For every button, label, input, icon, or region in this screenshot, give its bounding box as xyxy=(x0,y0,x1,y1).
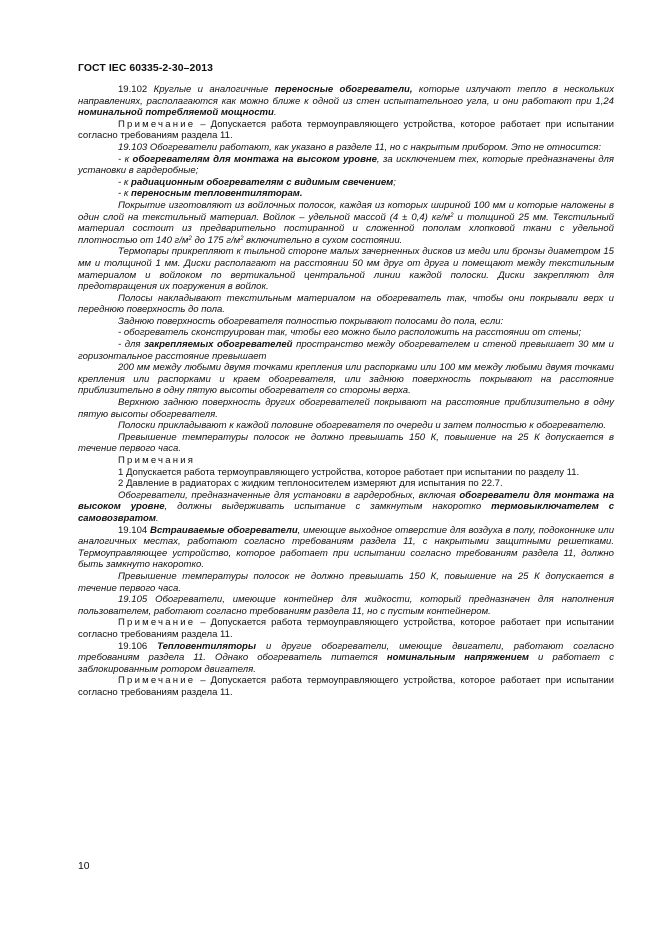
clause-number: 19.106 xyxy=(118,640,148,652)
clause-number: 19.104 xyxy=(118,524,148,536)
page-body xyxy=(78,84,614,698)
term-rated-power: номинальной потребляемой мощности xyxy=(78,107,274,119)
page-number: 10 xyxy=(78,861,90,872)
paragraph: Обогреватели, предназначенные для установки в гардеробных, включая обогреватели для монтажа на высоком уровне, должны выдерживать испытание с замкнутым накоротко термовыключателем с самовозвратом. xyxy=(78,489,615,524)
list-item: - для закрепляемых обогревателей пространство между обогревателем и стеной превышает 30 мм и горизонтальное расстояние превышает xyxy=(78,339,614,362)
note-label: Примечание xyxy=(118,617,196,629)
note-1: Примечание – Допускается работа термоуправляющего устройства, которое работает при испытании согласно требованиям раздела 11. xyxy=(78,118,614,142)
paragraph: Превышение температуры полосок не должно превышать 150 К, повышение на 25 К допускается в течение первого часа. xyxy=(78,570,614,594)
note-label: Примечание xyxy=(118,675,196,687)
clause-19-104: 19.104 Встраиваемые обогреватели, имеющие выходное отверстие для воздуха в полу, подоконнике или аналогичных местах, работают согласно требованиям раздела 11, с накрытыми защитными решетками. Термоуправляющее устройство, которое работает при испытании согласно требованиям раздела 11, должно быть замкнуто накоротко. xyxy=(78,524,615,571)
clause-19-105: 19.105 Обогреватели, имеющие контейнер для жидкости, который предназначен для наполнения пользователем, работают согласно требованиям раздела 11, но с пустым контейнером. xyxy=(78,594,614,617)
clause-19-102: 19.102 Круглые и аналогичные переносные обогреватели, которые излучают тепло в нескольких направлениях, располагаются как можно ближе к одной из стен испытательного угла, и они работают при 1,24 номинальной потребляемой мощности. xyxy=(78,84,615,119)
clause-19-106: 19.106 Тепловентиляторы и другие обогреватели, имеющие двигатели, работают согласно требованиям раздела 11. Однако обогреватель питается номинальным напряжением и работает с заблокированным ротором двигателя. xyxy=(78,640,614,675)
list-item: - к радиационным обогревателям с видимым свечением; xyxy=(118,176,396,188)
term-portable-heaters: переносные обогреватели, xyxy=(274,84,413,95)
list-item: - к обогревателям для монтажа на высоком уровне, за исключением тех, которые предназначены для установки в гардеробные; xyxy=(78,153,614,177)
paragraph: 200 мм между любыми двумя точками крепления или распорками или 100 мм между любыми двумя точками крепления или распорками и краем обогревателя, или заднюю поверхность покрывают на расстояние приблизительно в одну пятую высоты обогревателя со стороны верха. xyxy=(78,362,614,397)
note-label: Примечание xyxy=(118,118,196,130)
paragraph: Заднюю поверхность обогревателя полностью покрывают полосами до пола, если: xyxy=(118,315,504,327)
paragraph: Термопары прикрепляют к тыльной стороне малых зачерненных дисков из меди или бронзы диаметром 15 мм и толщиной 1 мм. Диски располагают на расстоянии 50 мм друг от друга и помещают между текстильным материалом и войлоком по вертикальной центральной линии каждой полоски. Диски закрепляют для предотвращения их погружения в войлок. xyxy=(78,246,614,293)
document-header: ГОСТ IEC 60335-2-30–2013 xyxy=(78,63,213,74)
list-item: - к переносным тепловентиляторам. xyxy=(118,188,303,200)
paragraph: Полосы накладывают текстильным материалом на обогреватель так, чтобы они покрывали верх и переднюю поверхность до пола. xyxy=(78,292,614,316)
note-item: 2 Давление в радиаторах с жидким теплоносителем измеряют для испытания по 22.7. xyxy=(118,478,503,490)
paragraph: Покрытие изготовляют из войлочных полосок, каждая из которых шириной 100 мм и которые наложены в один слой на текстильный материал. Войлок – удельной массой (4 ± 0,4) $кг/м^2$ и толщиной 25 мм. Текстильный материал состоит из предварительно постиранной и сложенной пополам хлопковой ткани с удельной плотностью от 140 $г/м^2$ до 175 $г/м^2$ включительно в сухом состоянии. xyxy=(78,199,614,246)
clause-19-103: 19.103 Обогреватели работают, как указано в разделе 11, но с накрытым прибором. Это не относится: xyxy=(118,141,602,153)
clause-number: 19.102 xyxy=(118,84,148,95)
note-3: Примечание – Допускается работа термоуправляющего устройства, которое работает при испытании согласно требованиям раздела 11. xyxy=(78,675,614,698)
note-item: 1 Допускается работа термоуправляющего устройства, которое работает при испытании по разделу 11. xyxy=(118,466,580,478)
paragraph: Превышение температуры полосок не должно превышать 150 К, повышение на 25 К допускается в течение первого часа. xyxy=(78,431,614,455)
notes-label: Примечания xyxy=(118,455,196,466)
paragraph: Полоски прикладывают к каждой половине обогревателя по очереди и затем полностью к обогревателю. xyxy=(118,420,606,432)
paragraph: Верхнюю заднюю поверхность других обогревателей покрывают на расстояние приблизительно в одну пятую высоты обогревателя. xyxy=(78,397,614,420)
list-item: - обогреватель сконструирован так, чтобы его можно было расположить на расстоянии от стены; xyxy=(118,327,582,339)
note-2: Примечание – Допускается работа термоуправляющего устройства, которое работает при испытании согласно требованиям раздела 11. xyxy=(78,617,614,640)
